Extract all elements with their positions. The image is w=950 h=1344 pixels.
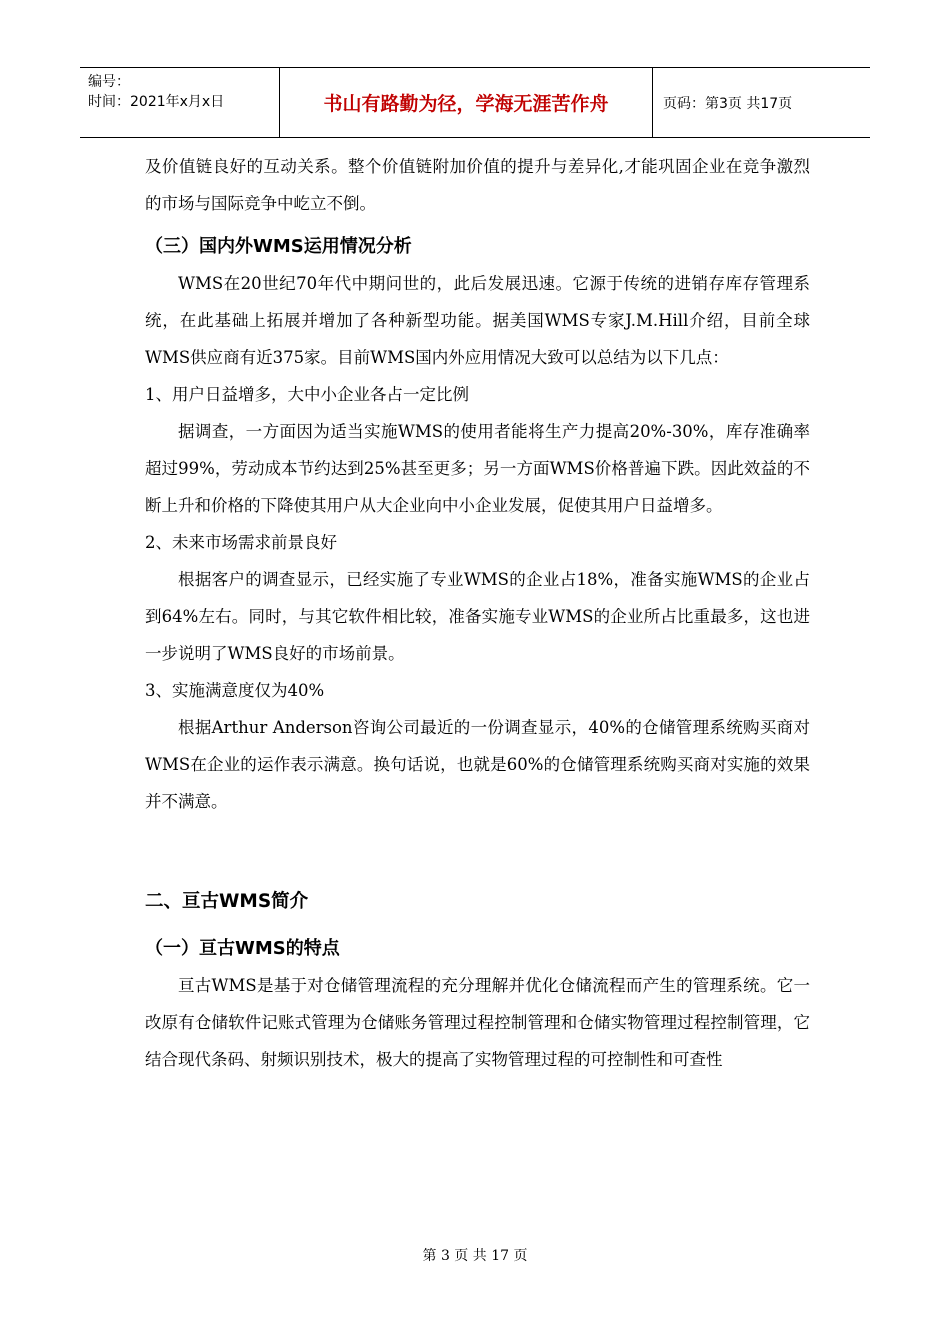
header-time-label: 时间：2021年x月x日 [88,94,225,110]
chapter-heading-2: 二、亘古WMS简介 [145,891,309,912]
paragraph-features: 亘古WMS是基于对仓储管理流程的充分理解并优化仓储流程而产生的管理系统。它一改原有仓储软件记账式管理为仓储账务管理过程控制管理和仓储实物管理过程控制管理，它结合现代条码、射频识别技术，极大的提高了实物管理过程的可控制性和可查性 [145,976,810,1069]
list-item-3: 3、实施满意度仅为40% [145,681,325,700]
list-item-1: 1、用户日益增多，大中小企业各占一定比例 [145,385,469,404]
section-heading-1: （一）亘古WMS的特点 [145,938,340,959]
header-left-cell [80,68,280,137]
page-footer: 第 3 页 共 17 页 [422,1248,528,1264]
document-body [145,148,810,1078]
section-heading-3: （三）国内外WMS运用情况分析 [145,236,412,257]
header-motto: 书山有路勤为径，学海无涯苦作舟 [280,68,653,137]
paragraph-continuation: 及价值链良好的互动关系。整个价值链附加价值的提升与差异化,才能巩固企业在竞争激烈的市场与国际竞争中屹立不倒。 [145,157,810,213]
header-number-label: 编号： [88,74,130,90]
page-header [80,67,870,138]
paragraph-wms-history: WMS在20世纪70年代中期问世的，此后发展迅速。它源于传统的进销存库存管理系统，在此基础上拓展并增加了各种新型功能。据美国WMS专家J.M.Hill介绍，目前全球WMS供应商有近375家。目前WMS国内外应用情况大致可以总结为以下几点： [145,274,810,367]
paragraph-market: 根据客户的调查显示，已经实施了专业WMS的企业占18%，准备实施WMS的企业占到64%左右。同时，与其它软件相比较，准备实施专业WMS的企业所占比重最多，这也进一步说明了WMS良好的市场前景。 [145,570,810,663]
list-item-2: 2、未来市场需求前景良好 [145,533,337,552]
header-page-info: 页码：第3页 共17页 [663,95,793,112]
paragraph-satisfaction: 根据Arthur Anderson咨询公司最近的一份调查显示，40%的仓储管理系统购买商对WMS在企业的运作表示满意。换句话说，也就是60%的仓储管理系统购买商对实施的效果并不满意。 [145,718,810,811]
paragraph-survey: 据调查，一方面因为适当实施WMS的使用者能将生产力提高20%-30%，库存准确率超过99%，劳动成本节约达到25%甚至更多；另一方面WMS价格普遍下跌。因此效益的不断上升和价格的下降使其用户从大企业向中小企业发展，促使其用户日益增多。 [145,422,810,515]
